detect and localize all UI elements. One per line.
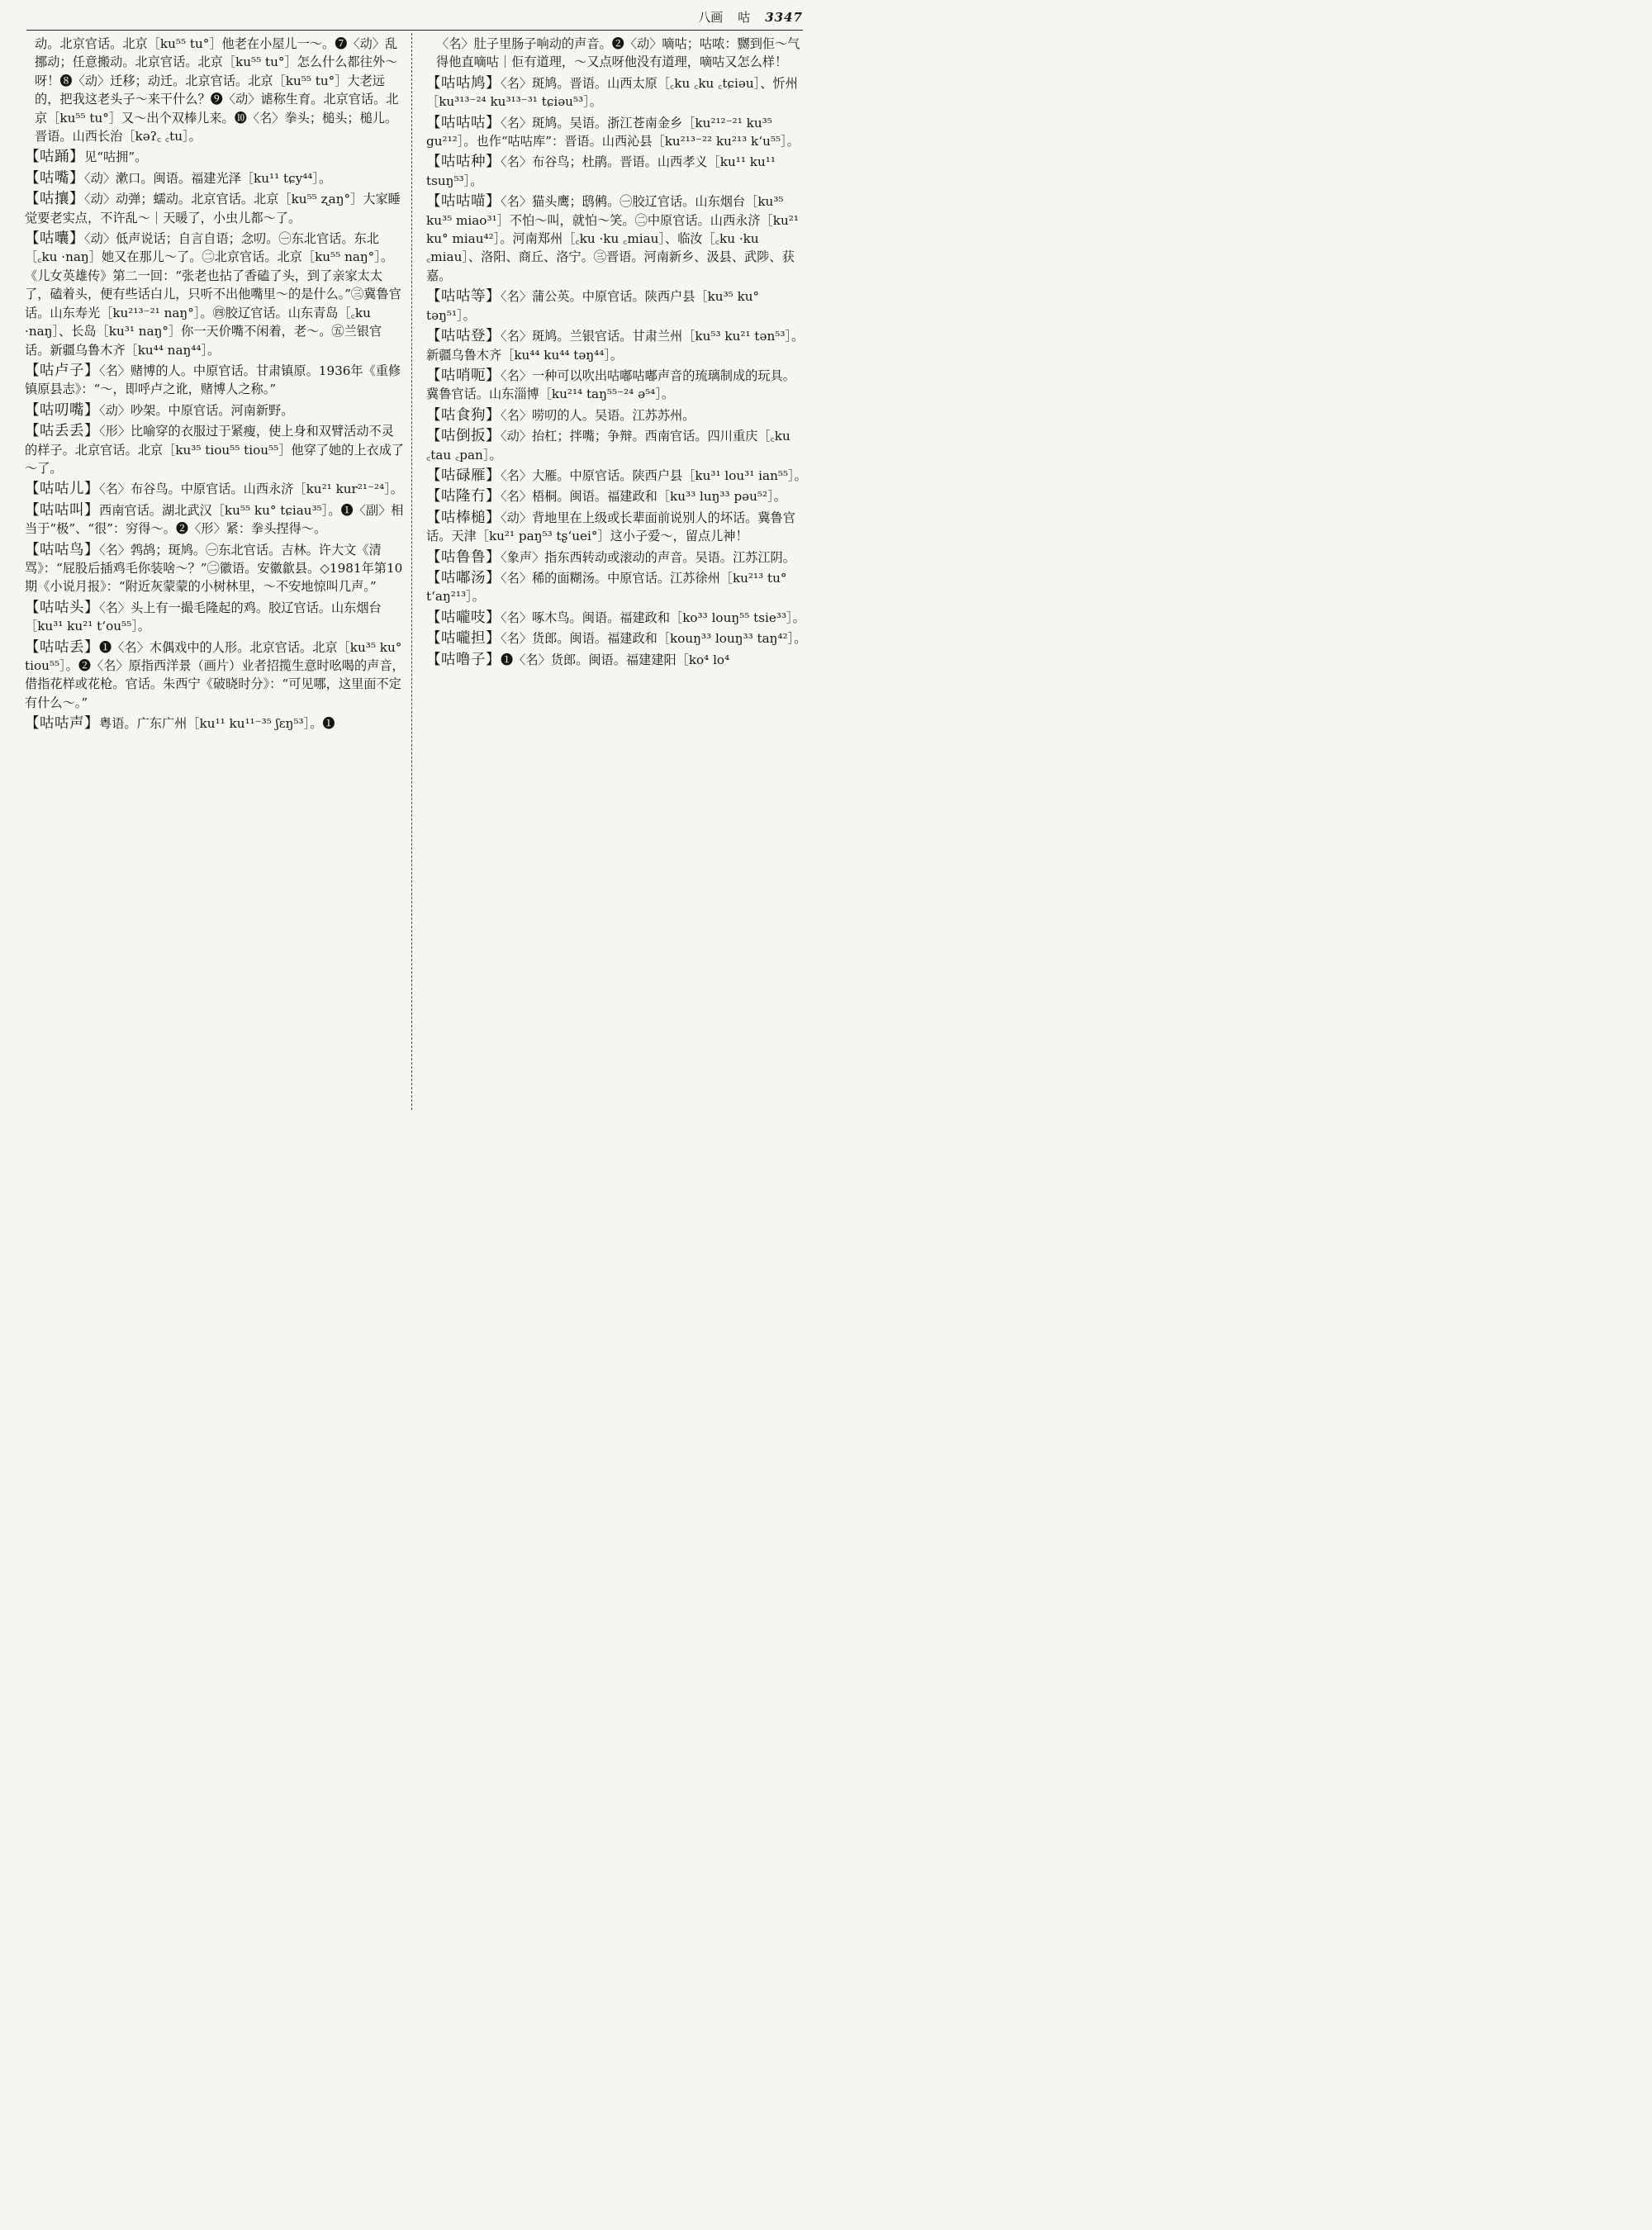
entry-definition: 〈名〉啄木鸟。闽语。福建政和［ko³³ louŋ⁵⁵ tsie³³］。 bbox=[501, 610, 805, 625]
dictionary-entry bbox=[25, 362, 405, 399]
header-char: 咕 bbox=[738, 10, 751, 25]
dictionary-entry bbox=[426, 406, 808, 425]
entry-definition: 西南官话。湖北武汉［ku⁵⁵ ku° tɕiau³⁵］。❶〈副〉相当于“极”、“很”：穷得～。❷〈形〉紧：拳头捏得～。 bbox=[25, 502, 404, 537]
dictionary-entry bbox=[25, 401, 405, 420]
dictionary-entry bbox=[426, 548, 808, 567]
left-column bbox=[25, 35, 405, 1115]
entry-definition: 〈动〉吵架。中原官话。河南新野。 bbox=[99, 402, 294, 418]
entry-headword: 【咕咕种】 bbox=[426, 154, 501, 171]
entry-definition: 〈动〉漱口。闽语。福建光泽［ku¹¹ tɕy⁴⁴］。 bbox=[84, 170, 332, 186]
dictionary-entry bbox=[25, 422, 405, 477]
entry-headword: 【咕咕登】 bbox=[426, 328, 501, 345]
entry-definition: 〈名〉斑鸠。晋语。山西太原［꜀ku ꜀ku ꜀tɕiəu］、忻州［ku³¹³⁻²⁴ ku³¹³⁻³¹ tɕiəu⁵³］。 bbox=[426, 75, 798, 110]
entry-definition: 〈名〉布谷鸟。中原官话。山西永济［ku²¹ kur²¹⁻²⁴］。 bbox=[99, 482, 403, 497]
entry-headword: 【咕咕鸠】 bbox=[426, 74, 501, 92]
entry-headword: 【咕咕等】 bbox=[426, 288, 501, 306]
entry-headword: 【咕棒槌】 bbox=[426, 509, 501, 526]
dictionary-entry bbox=[426, 609, 808, 627]
entry-headword: 【咕嚨吱】 bbox=[426, 609, 501, 626]
dictionary-entry bbox=[426, 114, 808, 151]
dictionary-entry bbox=[25, 148, 405, 166]
entry-definition: 〈名〉斑鸠。吴语。浙江苍南金乡［ku²¹²⁻²¹ ku³⁵ gu²¹²］。也作“咕咕库”：晋语。山西沁县［ku²¹³⁻²² ku²¹³ kʻu⁵⁵］。 bbox=[426, 115, 800, 149]
dictionary-entry bbox=[426, 287, 808, 325]
dictionary-entry bbox=[426, 153, 808, 190]
entry-headword: 【咕丢丢】 bbox=[25, 423, 99, 440]
header-rule bbox=[26, 30, 803, 31]
entry-headword: 【咕噜子】 bbox=[426, 651, 501, 668]
column-divider bbox=[411, 33, 412, 1110]
entry-definition: 〈动〉动弹；蠕动。北京官话。北京［ku⁵⁵ ʐaŋ°］大家睡觉要老实点，不许乱～｜天暖了，小虫儿都～了。 bbox=[25, 192, 401, 225]
entry-headword: 【咕咕儿】 bbox=[25, 481, 99, 498]
entry-headword: 【咕碌雁】 bbox=[426, 467, 501, 484]
entry-headword: 【咕卢子】 bbox=[25, 362, 99, 379]
header-strokes: 八画 bbox=[698, 10, 724, 25]
entry-definition: 〈形〉比喻穿的衣服过于紧瘦，使上身和双臂活动不灵的样子。北京官话。北京［ku³⁵ tiou⁵⁵ tiou⁵⁵］他穿了她的上衣成了～了。 bbox=[25, 424, 405, 476]
dictionary-entry bbox=[25, 599, 405, 636]
dictionary-entry bbox=[426, 192, 808, 285]
dictionary-entry bbox=[25, 190, 405, 227]
dictionary-entry bbox=[426, 487, 808, 505]
entry-definition: 〈名〉唠叨的人。吴语。江苏苏州。 bbox=[501, 407, 695, 423]
dictionary-entry bbox=[426, 509, 808, 546]
entry-headword: 【咕嘴】 bbox=[25, 169, 84, 187]
entry-definition: 〈名〉稀的面糊汤。中原官话。江苏徐州［ku²¹³ tu° tʻaŋ²¹³］。 bbox=[426, 570, 787, 605]
entry-headword: 【咕鲁鲁】 bbox=[426, 548, 501, 566]
entry-definition: 〈名〉头上有一撮毛隆起的鸡。胶辽官话。山东烟台［ku³¹ ku²¹ tʻou⁵⁵］。 bbox=[25, 600, 382, 634]
entry-headword: 【咕食狗】 bbox=[426, 406, 501, 424]
dictionary-entry bbox=[25, 230, 405, 359]
entry-definition: 〈动〉抬杠；拌嘴；争辩。西南官话。四川重庆［꜀ku ꜀tau ꜀pan］。 bbox=[426, 429, 790, 463]
entry-headword: 【咕倒扳】 bbox=[426, 428, 501, 445]
entry-headword: 【咕咕头】 bbox=[25, 599, 99, 616]
dictionary-entry bbox=[426, 427, 808, 464]
dictionary-entry bbox=[426, 367, 808, 404]
entry-headword: 【咕咕叫】 bbox=[25, 501, 99, 519]
dictionary-entry bbox=[426, 74, 808, 112]
continuation-text: 〈名〉肚子里肠子响动的声音。❷〈动〉嘀咕；咕哝：嬲到佢～气得他直嘀咕｜佢有道理，～又点呀他没有道理，嘀咕又怎么样！ bbox=[436, 36, 800, 70]
entry-definition: ❶〈名〉木偶戏中的人形。北京官话。北京［ku³⁵ ku° tiou⁵⁵］。❷〈名〉原指西洋景（画片）业者招揽生意时吆喝的声音，借指花样或花枪。官话。朱西宁《破晓时分》：“可见哪，这里面不定有什么～。” bbox=[25, 639, 405, 710]
dictionary-entry bbox=[25, 501, 405, 539]
entry-definition: 〈名〉布谷鸟；杜鹃。晋语。山西孝义［ku¹¹ ku¹¹ tsuŋ⁵³］。 bbox=[426, 154, 776, 188]
entry-headword: 【咕叨嘴】 bbox=[25, 401, 99, 419]
dictionary-entry bbox=[25, 480, 405, 498]
entry-headword: 【咕咕声】 bbox=[25, 715, 99, 733]
entry-headword: 【咕嚨担】 bbox=[426, 630, 501, 648]
entry-definition: 〈名〉一种可以吹出咕嘟咕嘟声音的琉璃制成的玩具。冀鲁官话。山东淄博［ku²¹⁴ taŋ⁵⁵⁻²⁴ ə⁵⁴］。 bbox=[426, 368, 795, 402]
entry-headword: 【咕咕鸟】 bbox=[25, 541, 99, 558]
entry-definition: 〈名〉鹁鸪；斑鸠。㊀东北官话。吉林。许大文《清骂》：“屁股后插鸡毛你装啥～？”㊁徽语。安徽歙县。◇1981年第10期《小说月报》：“附近灰蒙蒙的小树林里，～不安地惊叫几声。” bbox=[25, 542, 403, 595]
entry-definition: 〈名〉猫头鹰；鸱鸺。㊀胶辽官话。山东烟台［ku³⁵ ku³⁵ miao³¹］不怕～叫，就怕～笑。㊁中原官话。山西永济［ku²¹ ku° miau⁴²］。河南郑州［꜀ku ·ku ꜀miau］、临汝［꜀ku ·ku ꜀miau］、洛阳、商丘、洛宁。㊂晋语。河南新乡、汲县、武陟、获嘉。 bbox=[426, 194, 799, 283]
entry-headword: 【咕嘟汤】 bbox=[426, 569, 501, 586]
entry-definition: 〈名〉蒲公英。中原官话。陕西户县［ku³⁵ ku° təŋ⁵¹］。 bbox=[426, 289, 760, 323]
dictionary-entry bbox=[426, 569, 808, 606]
entry-definition: 〈名〉货郎。闽语。福建政和［kouŋ³³ louŋ³³ taŋ⁴²］。 bbox=[501, 631, 807, 647]
dictionary-entry bbox=[25, 169, 405, 187]
dictionary-page bbox=[0, 0, 826, 1115]
entry-headword: 【咕囔】 bbox=[25, 230, 84, 248]
entry-headword: 【咕咕丢】 bbox=[25, 638, 99, 656]
entry-headword: 【咕隆冇】 bbox=[426, 488, 501, 505]
page-number: 3347 bbox=[765, 10, 803, 25]
entry-headword: 【咕攘】 bbox=[25, 191, 84, 208]
dictionary-entry bbox=[25, 638, 405, 713]
dictionary-entry bbox=[25, 714, 405, 733]
dictionary-entry bbox=[426, 467, 808, 485]
dictionary-entry bbox=[25, 541, 405, 596]
entry-definition: 〈动〉低声说话；自言自语；念叨。㊀东北官话。东北［꜀ku ·naŋ］她又在那儿～了。㊁北京官话。北京［ku⁵⁵ naŋ°］。《儿女英雄传》第二一回：“张老也拈了香磕了头，到了亲家太太了，磕着头，便有些话白儿，只听不出他嘴里～的是什么。”㊂冀鲁官话。山东寿光［ku²¹³⁻²¹ naŋ°］。㊃胶辽官话。山东青岛［꜀ku ·naŋ］、长岛［ku³¹ naŋ°］你一天价嘴不闲着，老～。㊄兰银官话。新疆乌鲁木齐［ku⁴⁴ naŋ⁴⁴］。 bbox=[25, 231, 401, 358]
entry-definition: 〈名〉斑鸠。兰银官话。甘肃兰州［ku⁵³ ku²¹ tən⁵³］。新疆乌鲁木齐［ku⁴⁴ ku⁴⁴ təŋ⁴⁴］。 bbox=[426, 329, 805, 363]
entry-definition: 〈名〉梧桐。闽语。福建政和［ku³³ luŋ³³ pəu⁵²］。 bbox=[501, 489, 786, 505]
entry-headword: 【咕哨呃】 bbox=[426, 367, 501, 384]
dictionary-entry bbox=[426, 651, 808, 669]
entry-definition: 〈动〉背地里在上级或长辈面前说别人的坏话。冀鲁官话。天津［ku²¹ paŋ⁵³ tʂʻuei°］这小子爱～，留点儿神！ bbox=[426, 510, 795, 544]
entry-headword: 【咕踊】 bbox=[25, 149, 84, 166]
dictionary-entry bbox=[426, 327, 808, 364]
continuation-text: 动。北京官话。北京［ku⁵⁵ tu°］他老在小屋儿一～。❼〈动〉乱挪动；任意搬动。北京官话。北京［ku⁵⁵ tu°］怎么什么都往外～呀！❽〈动〉迁移；动迁。北京官话。北京［ku⁵⁵ tu°］大老远的，把我这老头子～来干什么？❾〈动〉谑称生育。北京官话。北京［ku⁵⁵ tu°］又～出个双棒儿来。❿〈名〉拳头；槌头；槌儿。晋语。山西长治［kəʔ꜀ ꜀tu］。 bbox=[35, 36, 399, 145]
page-header bbox=[430, 8, 803, 28]
entry-headword: 【咕咕咕】 bbox=[426, 114, 501, 131]
entry-definition: 〈象声〉指东西转动或滚动的声音。吴语。江苏江阴。 bbox=[501, 549, 795, 565]
entry-definition: 粤语。广东广州［ku¹¹ ku¹¹⁻³⁵ ʃɛŋ⁵³］。❶ bbox=[99, 716, 335, 732]
entry-headword: 【咕咕喵】 bbox=[426, 193, 501, 211]
entry-definition: 见“咕拥”。 bbox=[84, 149, 148, 165]
dictionary-entry bbox=[426, 629, 808, 648]
entry-definition: ❶〈名〉货郎。闽语。福建建阳［ko⁴ lo⁴ bbox=[501, 652, 730, 667]
entry-definition: 〈名〉大雁。中原官话。陕西户县［ku³¹ lou³¹ ian⁵⁵］。 bbox=[501, 467, 807, 483]
entry-definition: 〈名〉赌博的人。中原官话。甘肃镇原。1936年《重修镇原县志》：“～，即呼卢之讹，赌博人之称。” bbox=[25, 363, 401, 397]
right-column bbox=[426, 35, 808, 1115]
